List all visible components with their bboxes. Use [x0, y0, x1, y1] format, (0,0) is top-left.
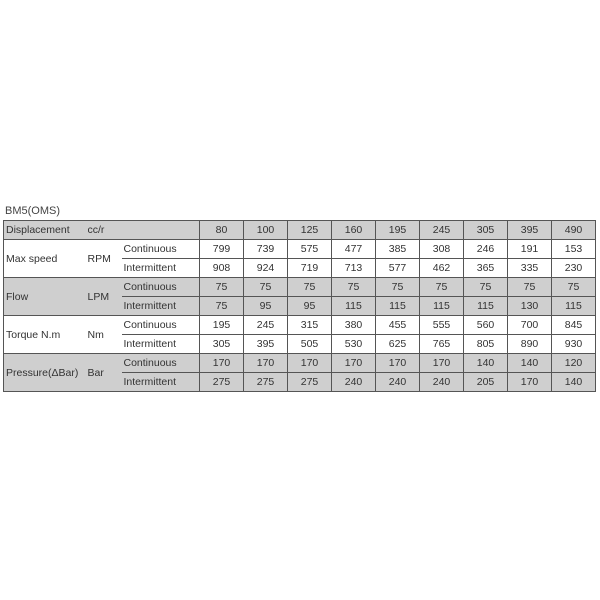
table-cell: 75	[200, 297, 244, 316]
table-cell: 115	[464, 297, 508, 316]
table-cell: 577	[376, 259, 420, 278]
table-cell: 240	[332, 373, 376, 392]
table-cell: 170	[420, 354, 464, 373]
displacement-cell: 245	[420, 221, 464, 240]
table-cell: 560	[464, 316, 508, 335]
row-sub-label: Continuous	[122, 240, 200, 259]
table-cell: 700	[508, 316, 552, 335]
table-cell: 930	[552, 335, 596, 354]
table-cell: 170	[508, 373, 552, 392]
displacement-cell: 160	[332, 221, 376, 240]
spec-table	[3, 220, 596, 392]
row-sub-label: Intermittent	[122, 373, 200, 392]
row-unit: cc/r	[88, 221, 122, 240]
table-cell: 799	[200, 240, 244, 259]
table-cell: 246	[464, 240, 508, 259]
max-speed-row-continuous	[4, 240, 596, 259]
table-cell: 305	[200, 335, 244, 354]
table-cell: 140	[552, 373, 596, 392]
table-cell: 95	[244, 297, 288, 316]
table-cell: 75	[464, 278, 508, 297]
row-label: Pressure(ΔBar)	[4, 354, 88, 392]
row-unit: Bar	[88, 354, 122, 392]
displacement-cell: 125	[288, 221, 332, 240]
table-cell: 462	[420, 259, 464, 278]
table-cell: 130	[508, 297, 552, 316]
table-title: BM5(OMS)	[5, 205, 60, 217]
table-cell: 115	[420, 297, 464, 316]
table-cell: 191	[508, 240, 552, 259]
displacement-cell: 305	[464, 221, 508, 240]
table-cell: 75	[508, 278, 552, 297]
table-cell: 275	[244, 373, 288, 392]
table-cell: 805	[464, 335, 508, 354]
table-cell: 195	[200, 316, 244, 335]
table-cell: 140	[508, 354, 552, 373]
table-cell: 205	[464, 373, 508, 392]
table-cell: 575	[288, 240, 332, 259]
table-cell: 120	[552, 354, 596, 373]
table-cell: 170	[332, 354, 376, 373]
table-cell: 477	[332, 240, 376, 259]
table-cell: 75	[420, 278, 464, 297]
pressure-row-continuous	[4, 354, 596, 373]
table-cell: 75	[552, 278, 596, 297]
flow-row-continuous	[4, 278, 596, 297]
table-cell: 739	[244, 240, 288, 259]
row-unit: LPM	[88, 278, 122, 316]
table-cell: 924	[244, 259, 288, 278]
table-cell: 713	[332, 259, 376, 278]
table-cell: 908	[200, 259, 244, 278]
table-cell: 230	[552, 259, 596, 278]
table-cell: 240	[420, 373, 464, 392]
row-label: Flow	[4, 278, 88, 316]
displacement-row	[4, 221, 596, 240]
table-cell: 625	[376, 335, 420, 354]
displacement-cell: 195	[376, 221, 420, 240]
table-cell: 455	[376, 316, 420, 335]
row-sub-label: Continuous	[122, 354, 200, 373]
table-cell: 308	[420, 240, 464, 259]
table-cell: 765	[420, 335, 464, 354]
row-sub-label: Continuous	[122, 316, 200, 335]
table-cell: 75	[244, 278, 288, 297]
table-cell: 170	[288, 354, 332, 373]
table-cell: 890	[508, 335, 552, 354]
table-cell: 385	[376, 240, 420, 259]
table-cell: 530	[332, 335, 376, 354]
row-unit: Nm	[88, 316, 122, 354]
table-cell: 275	[200, 373, 244, 392]
row-label: Max speed	[4, 240, 88, 278]
table-cell: 115	[552, 297, 596, 316]
table-cell: 170	[376, 354, 420, 373]
row-sub-label: Intermittent	[122, 335, 200, 354]
table-cell: 140	[464, 354, 508, 373]
table-cell: 75	[288, 278, 332, 297]
displacement-cell: 80	[200, 221, 244, 240]
row-sub-label: Intermittent	[122, 259, 200, 278]
table-cell: 75	[376, 278, 420, 297]
table-cell: 170	[200, 354, 244, 373]
table-cell: 115	[332, 297, 376, 316]
torque-row-continuous	[4, 316, 596, 335]
table-cell: 555	[420, 316, 464, 335]
table-cell: 395	[244, 335, 288, 354]
table-cell: 315	[288, 316, 332, 335]
table-cell: 380	[332, 316, 376, 335]
table-cell: 170	[244, 354, 288, 373]
table-cell: 505	[288, 335, 332, 354]
displacement-cell: 490	[552, 221, 596, 240]
table-cell: 335	[508, 259, 552, 278]
table-cell: 95	[288, 297, 332, 316]
row-unit: RPM	[88, 240, 122, 278]
table-cell: 275	[288, 373, 332, 392]
displacement-cell: 395	[508, 221, 552, 240]
row-sub-label: Intermittent	[122, 297, 200, 316]
row-label: Torque N.m	[4, 316, 88, 354]
table-cell: 75	[200, 278, 244, 297]
row-sub-label: Continuous	[122, 278, 200, 297]
table-cell: 365	[464, 259, 508, 278]
table-cell: 845	[552, 316, 596, 335]
table-cell: 719	[288, 259, 332, 278]
row-label: Displacement	[4, 221, 88, 240]
table-cell: 75	[332, 278, 376, 297]
table-cell: 245	[244, 316, 288, 335]
table-cell: 153	[552, 240, 596, 259]
table-cell: 240	[376, 373, 420, 392]
row-sub-empty	[122, 221, 200, 240]
displacement-cell: 100	[244, 221, 288, 240]
table-cell: 115	[376, 297, 420, 316]
